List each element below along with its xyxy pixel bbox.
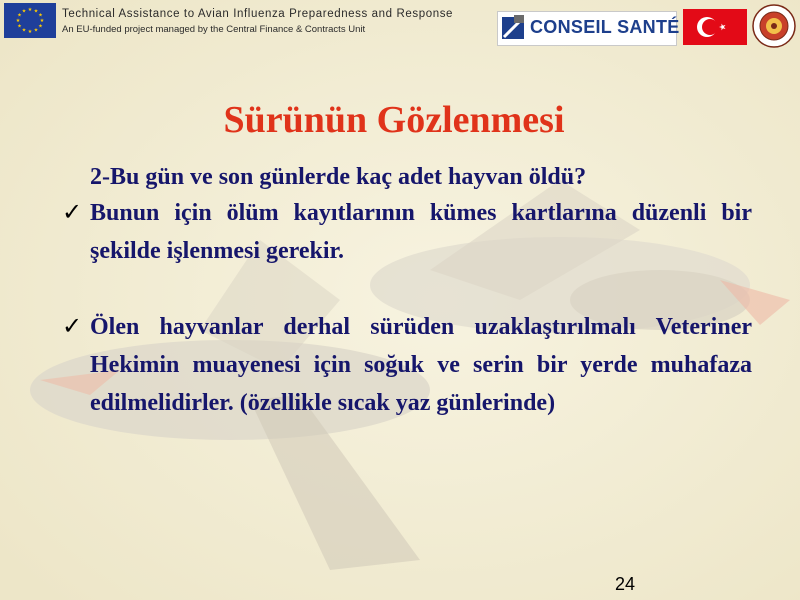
svg-text:★: ★ xyxy=(27,29,33,35)
bullet-text: Bunun için ölüm kayıtlarının kümes kartlarına düzenli bir şekilde işlenmesi gerekir. xyxy=(90,200,752,264)
question-text: 2-Bu gün ve son günlerde kaç adet hayvan öldü? xyxy=(90,164,587,190)
header-bar xyxy=(0,0,800,50)
svg-text:★: ★ xyxy=(27,7,33,13)
ministry-seal-icon xyxy=(752,4,796,48)
project-subtitle: An EU-funded project managed by the Central Finance & Contracts Unit xyxy=(62,24,366,35)
checkmark-icon: ✓ xyxy=(62,198,83,226)
svg-text:★: ★ xyxy=(15,18,21,24)
bullet-item xyxy=(60,308,752,422)
turkey-flag-icon xyxy=(683,9,747,45)
page-number: 24 xyxy=(615,574,636,594)
bullet-text: Ölen hayvanlar derhal sürüden uzaklaştırılmalı Veteriner Hekimin muayenesi için soğuk ve serin bir yerde muhafaza edilmelidirler. (özellikle sıcak yaz günlerinde) xyxy=(90,314,752,416)
svg-text:★: ★ xyxy=(21,27,27,34)
bullet-item xyxy=(60,194,752,270)
slide-body xyxy=(60,160,752,422)
svg-text:★: ★ xyxy=(38,23,43,30)
svg-text:★: ★ xyxy=(33,27,39,34)
conseil-sante-mark-icon xyxy=(502,15,526,41)
conseil-sante-logo-text: CONSEIL SANTÉ xyxy=(530,17,680,37)
svg-text:★: ★ xyxy=(33,8,39,15)
conseil-sante-logo xyxy=(497,11,680,46)
svg-text:★: ★ xyxy=(38,12,43,19)
eu-flag-icon xyxy=(4,3,56,38)
svg-text:★: ★ xyxy=(17,23,22,30)
svg-text:★: ★ xyxy=(21,8,27,15)
svg-text:★: ★ xyxy=(39,18,45,24)
project-title: Technical Assistance to Avian Influenza Preparedness and Response xyxy=(62,8,454,20)
checkmark-icon: ✓ xyxy=(62,312,83,340)
svg-text:★: ★ xyxy=(17,12,22,19)
slide-title: Sürünün Gözlenmesi xyxy=(223,99,565,141)
